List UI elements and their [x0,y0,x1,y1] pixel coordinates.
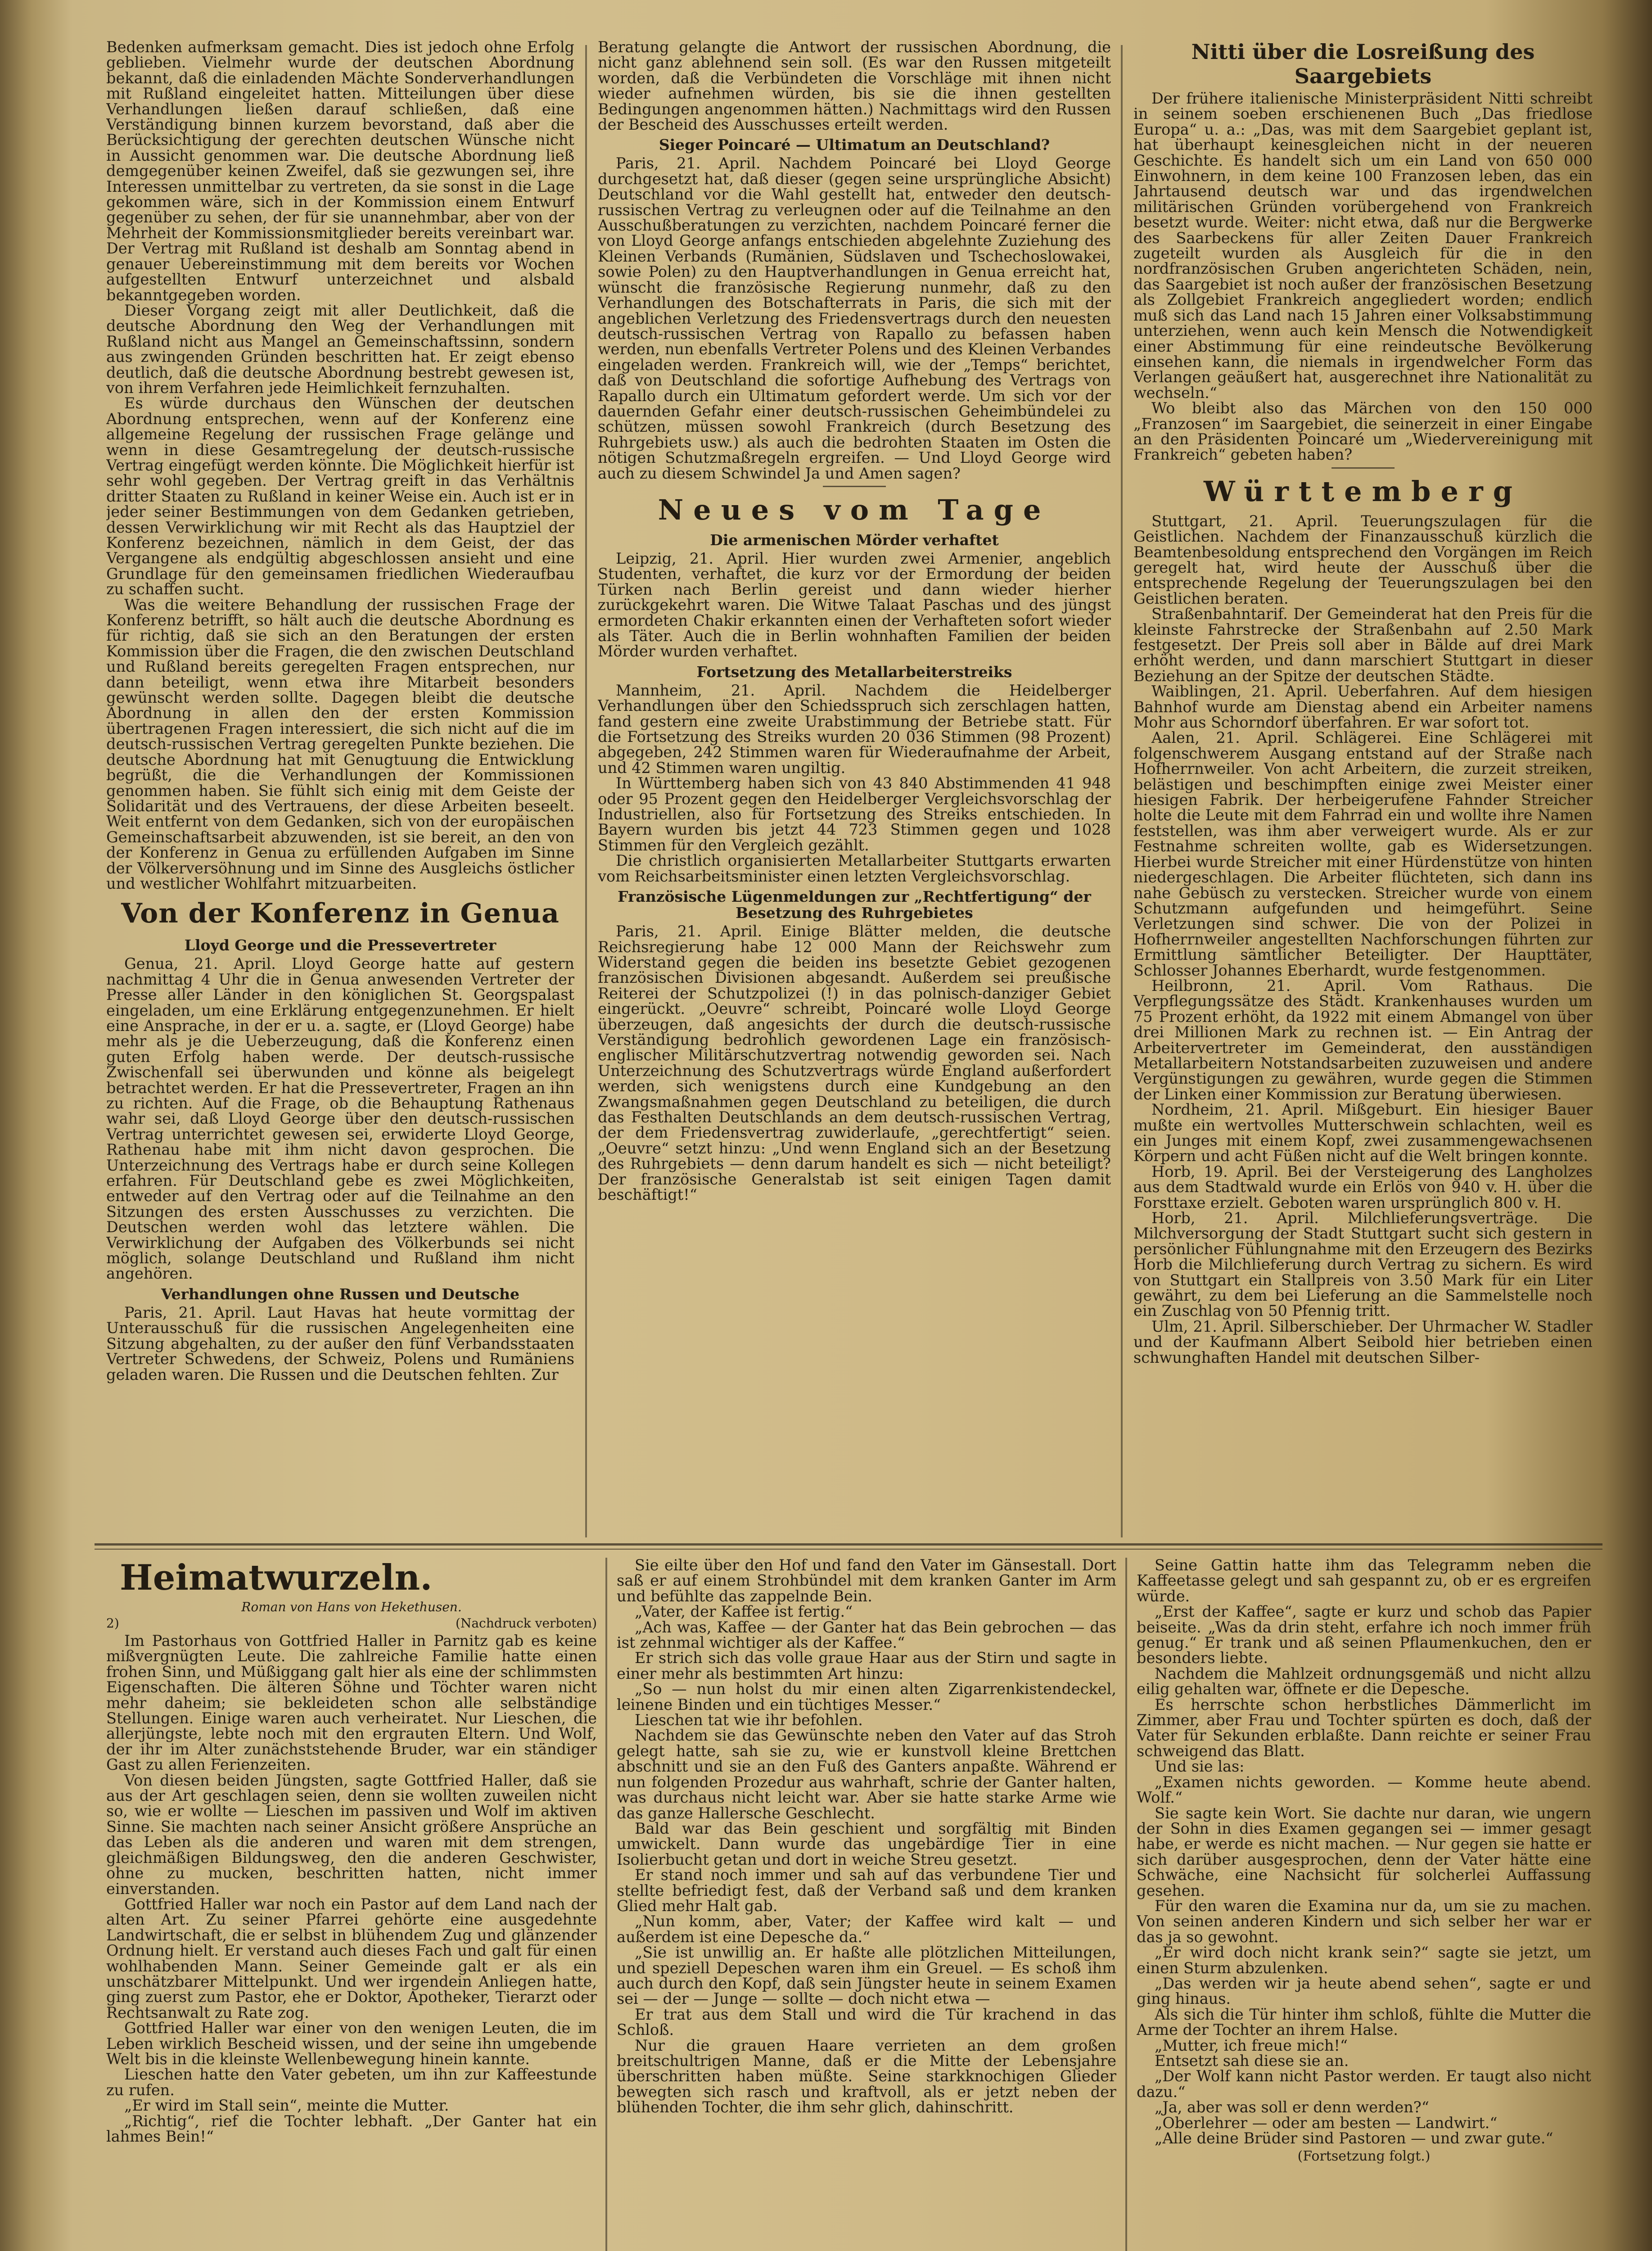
feuilleton-byline: Roman von Hans von Hekethusen. [241,1600,462,1614]
paragraph: Lieschen tat wie ihr befohlen. [635,1711,863,1729]
paragraph: Lieschen hatte den Vater gebeten, um ihn zur Kaffeestunde zu rufen. [106,2066,597,2099]
paragraph: „Alle deine Brüder sind Pastoren — und zwar gute.“ [1155,2129,1553,2147]
paragraph: Es würde durchaus den Wünschen der deutschen Abordnung entsprechen, wenn auf der Konferenz eine allgemeine Regelung der russischen Frage gelänge und wenn in diese Gesamtregelung der deutsch-russische Vertrag eingefügt werden könnte. Die Möglichkeit hierfür ist sehr wohl gegeben. Der Vertrag greift in das Verhältnis dritter Staaten zu Rußland in keiner Weise ein. Auch ist er in jeder seiner Bestimmungen von dem Gedanken getrieben, dessen Verwirklichung wir mit Recht als das Hauptziel der Konferenz bezeichnen, nämlich in dem Geist, der das Vergangene als endgültig abgeschlossen ansieht und eine Grundlage für den gemeinsamen friedlichen Wiederaufbau zu schaffen sucht. [106,394,574,598]
paragraph: Wo bleibt also das Märchen von den 150 000 „Franzosen“ im Saargebiet, die seinerzeit in einer Eingabe an den Präsidenten Poincaré um „Wiedervereinigung mit Frankreich“ gebeten haben? [1133,399,1593,464]
column-divider [1121,45,1123,1537]
column-1 [106,40,574,1537]
col1-lead-paragraphs [106,40,574,891]
paragraph: Er trat aus dem Stall und wird die Tür krachend in das Schloß. [617,2005,1116,2039]
paragraph: Im Pastorhaus von Gottfried Haller in Parnitz gab es keine mißvergnügten Leute. Die zahlreiche Familie hatte einen frohen Sinn, und Müßiggang galt hier als eine der schlimmsten Eigenschaften. Die älteren Söhne und Töchter waren nicht mehr daheim; sie bekleideten schon alle selbständige Stellungen. Einige waren auch verheiratet. Nur Lieschen, die allerjüngste, lebte noch mit den ergrauten Eltern. Und Wolf, der ihr im Alter zunächststehende Bruder, war ein ständiger Gast zu allen Ferienzeiten. [106,1632,597,1774]
paragraph: Sie eilte über den Hof und fand den Vater im Gänsestall. Dort saß er auf einem Strohbündel mit dem kranken Ganter im Arm und befühlte das zappelnde Bein. [617,1558,1116,1605]
paragraph: Die christlich organisierten Metallarbeiter Stuttgarts erwarten vom Reichsarbeitsminister einen letzten Vergleichsvorschlag. [598,852,1111,885]
paragraph: Als sich die Tür hinter ihm schloß, fühlte die Mutter die Arme der Tochter an ihrem Halse. [1137,2005,1591,2039]
paragraph: Für den waren die Examina nur da, um sie zu machen. Von seinen anderen Kindern und sich selber her war er das ja so gewohnt. [1137,1897,1591,1946]
paragraph: Es herrschte schon herbstliches Dämmerlicht im Zimmer, aber Frau und Tochter spürten es doch, daß der Vater für Sekunden erblaßte. Dann reichte er seiner Frau schweigend das Blatt. [1137,1695,1591,1760]
paragraph: Paris, 21. April. Laut Havas hat heute vormittag der Unterausschuß für die russischen Angelegenheiten eine Sitzung abgehalten, zu der außer den fünf Verbandsstaaten Vertreter Schwedens, der Schweiz, Polens und Rumäniens geladen waren. Die Russen und die Deutschen fehlten. Zur [106,1303,574,1383]
paragraph: Aalen, 21. April. Schlägerei. Eine Schlägerei mit folgenschwerem Ausgang entstand auf der Straße nach Hofherrnweiler. Von acht Arbeitern, die zurzeit streiken, belästigen und beschimpften einige zwei Meister einer hiesigen Fabrik. Der herbeigerufene Fahnder Streicher holte die Leute mit dem Fahrrad ein und wollte ihre Namen feststellen, was ihm aber verweigert wurde. Als er zur Festnahme schreiten wollte, gab es Widersetzungen. Hierbei wurde Streicher mit einer Hürdenstütze von hinten niedergeschlagen. Die Arbeiter flüchteten, sich dann ins nahe Gebüsch zu verstecken. Streicher wurde von einem Schutzmann aufgefunden und heimgeführt. Seine Verletzungen sind schwer. Die von der Polizei in Hofherrnweiler angestellten Nachforschungen führten zur Ermittlung sämtlicher Beteiligter. Der Haupttäter, Schlosser Johannes Eberhardt, wurde festgenommen. [1133,729,1593,979]
paragraph: Er strich sich das volle graue Haar aus der Stirn und sagte in einer mehr als bestimmten Art hinzu: [617,1649,1116,1682]
paragraph: Paris, 21. April. Nachdem Poincaré bei Lloyd George durchgesetzt hat, daß dieser (gegen seine ursprüngliche Absicht) Deutschland vor die Wahl gestellt hat, entweder den deutsch-russischen Vertrag zu verleugnen oder auf die Teilnahme an den Ausschußberatungen zu verzichten, nachdem Poincaré ferner die von Lloyd George anfangs entschieden abgelehnte Zuziehung des Kleinen Verbands (Rumänien, Südslaven und Tschechoslowakei, sowie Polen) zu den Hauptverhandlungen in Genua erreicht hat, wünscht die französische Regierung nunmehr, daß zu den Verhandlungen des Botschafterrats in Paris, die sich mit der angeblichen Verletzung des Friedensvertrags durch den neuesten deutsch-russischen Vertrag von Rapallo zu befassen haben werden, nun ebenfalls Vertreter Polens und des Kleinen Verbandes eingeladen werden. Frankreich will, wie der „Temps“ berichtet, daß von Deutschland die sofortige Aufhebung des Vertrags von Rapallo durch ein Ultimatum gefordert werde. Um sich vor der dauernden Gefahr einer deutsch-russischen Geheimbündelei zu schützen, müssen sowohl Frankreich (durch Besetzung des Ruhrgebiets usw.) als auch die bedrohten Staaten im Osten die nötigen Schutzmaßregeln ergreifen. — Und Lloyd George wird auch zu diesem Schwindel Ja und Amen sagen? [598,154,1111,482]
paragraph: „Nun komm, aber, Vater; der Kaffee wird kalt — und außerdem ist eine Depesche da.“ [617,1912,1116,1946]
subheading-verhandlungen: Verhandlungen ohne Russen und Deutsche [161,1285,520,1303]
paragraph: Ulm, 21. April. Silberschieber. Der Uhrmacher W. Stadler und der Kaufmann Albert Seibold hier betrieben einen schwunghaften Handel mit deutschen Silber- [1133,1317,1593,1366]
divider [823,486,886,487]
paragraph: Beratung gelangte die Antwort der russischen Abordnung, die nicht ganz ablehnend sein soll. (Es war den Russen mitgeteilt worden, daß die Verbündeten die Vorschläge mit ihnen nicht wieder aufnehmen würden, bis sie die ihnen gestellten Bedingungen angenommen hätten.) Nachmittags wird den Russen der Bescheid des Ausschusses erteilt werden. [598,40,1111,134]
feuilleton-column-2 [617,1558,1116,2251]
paragraph: Straßenbahntarif. Der Gemeinderat hat den Preis für die kleinste Fahrstrecke der Straßenbahn auf 2.50 Mark festgesetzt. Der Preis soll aber in Bälde auf drei Mark erhöht werden, und dann marschiert Stuttgart in dieser Beziehung an der Spitze der deutschen Städte. [1133,605,1593,685]
subheading-lloyd-george: Lloyd George und die Pressevertreter [184,936,497,954]
paragraph: „Mutter, ich freue mich!“ [1155,2036,1348,2054]
paragraph: Bald war das Bein geschient und sorgfältig mit Binden umwickelt. Dann wurde das ungebärdige Tier in eine Isolierbucht getan und dort in weiche Streu gesetzt. [617,1819,1116,1868]
installment-number: 2) [106,1616,119,1631]
paragraph: Der frühere italienische Ministerpräsident Nitti schreibt in seinem soeben erschienenen Buch „Das friedlose Europa“ u. a.: „Das, was mit dem Saargebiet geplant ist, hat überhaupt keinesgleichen nicht in der neueren Geschichte. Es handelt sich um ein Land von 650 000 Einwohnern, in dem keine 100 Franzosen leben, das ein Jahrtausend deutsch war und das irgendwelchen militärischen Gründen vorübergehend von Frankreich besetzt wurde. Weiter: nicht etwa, daß nur die Bergwerke des Saarbeckens für aller Zeiten Dauer Frankreich zugeteilt wurden als Ausgleich für die in den nordfranzösischen Gruben angerichteten Schäden, nein, das Saargebiet ist noch außer der französischen Besetzung als Zollgebiet Frankreich angegliedert worden; endlich muß sich das Land nach 15 Jahren einer Volksabstimmung unterziehen, wenn auch kein Mensch die Notwendigkeit einer Abstimmung für eine reindeutsche Bevölkerung einsehen kann, die niemals in irgendwelcher Form das Verlangen geäußert hat, ausgerechnet ihre Nationalität zu wechseln.“ [1133,90,1593,402]
column-2 [598,40,1111,1537]
paragraph: „Erst der Kaffee“, sagte er kurz und schob das Papier beiseite. „Was da drin steht, erfahre ich noch immer früh genug.“ Er trank und aß seinen Pflaumenkuchen, den er besonders liebte. [1137,1603,1591,1667]
subheading-metallarbeiterstreik: Fortsetzung des Metallarbeiterstreiks [696,663,1012,681]
divider [1332,467,1395,469]
paragraph: Dieser Vorgang zeigt mit aller Deutlichkeit, daß die deutsche Abordnung den Weg der Verhandlungen mit Rußland nicht aus Mangel an Gemeinschaftssinn, sondern aus zwingenden Gründen beschritten hat. Er zeigt ebenso deutlich, daß die deutsche Abordnung bestrebt gewesen ist, von ihrem Verfahren jede Heimlichkeit fernzuhalten. [106,301,574,397]
paragraph: „Er wird im Stall sein“, meinte die Mutter. [124,2097,449,2115]
paragraph: Paris, 21. April. Einige Blätter melden, die deutsche Reichsregierung habe 12 000 Mann der Reichswehr zum Widerstand gegen die beiden ins besetzte Gebiet gezogenen französischen Divisionen abgesandt. Außerdem sei preußische Reiterei der Schutzpolizei (!) in das polnisch-danziger Gebiet eingerückt. „Oeuvre“ schreibt, Poincaré wolle Lloyd George überzeugen, daß angesichts der durch die deutsch-russische Verständigung bedrohlich gewordenen Lage ein französisch-englischer Militärschutzvertrag notwendig geworden sei. Nach Unterzeichnung des Schutzvertrags würde England außerfordert werden, sich wenigstens durch eine Kundgebung an den Zwangsmaßnahmen gegen Deutschland zu beteiligen, die durch das Festhalten Deutschlands an dem deutsch-russischen Vertrag, der dem Friedensvertrag zuwiderlaufe, „gerechtfertigt“ seien. „Oeuvre“ setzt hinzu: „Und wenn England sich an der Besetzung des Ruhrgebiets — denn darum handelt es sich — nicht beteiligt? Der französische Generalstab ist seit einigen Tagen damit beschäftigt!“ [598,922,1111,1203]
paragraph: Mannheim, 21. April. Nachdem die Heidelberger Verhandlungen über den Schiedsspruch sich zerschlagen hatten, fand gestern eine zweite Urabstimmung der Betriebe statt. Für die Fortsetzung des Streiks wurden 20 036 Stimmen (98 Prozent) abgegeben, 242 Stimmen waren für Wiederaufnahme der Arbeit, und 42 Stimmen waren ungiltig. [598,681,1111,777]
paragraph: „Examen nichts geworden. — Komme heute abend. Wolf.“ [1137,1773,1591,1807]
paragraph: Und sie las: [1155,1758,1245,1776]
heading-neues-vom-tage: Neues vom Tage [658,493,1051,526]
column-divider [1125,1558,1127,2251]
paragraph: Gottfried Haller war einer von den wenigen Leuten, die im Leben wirklich Bescheid wissen, und der seine ihn umgebende Welt bis in die kleinste Wellenbewegung hinein kannte. [106,2019,597,2068]
paragraph: „Ja, aber was soll er denn werden?“ [1155,2098,1429,2116]
paragraph: Nur die grauen Haare verrieten an dem großen breitschultrigen Manne, daß er die Mitte der Lebensjahre überschritten haben müßte. Seine starkknochigen Glieder bewegten sich rasch und kraftvoll, als er jetzt neben der blühenden Tochter, die ihm sehr glich, dahinschritt. [617,2036,1116,2116]
feuilleton-column-1 [106,1558,597,2251]
paragraph: Entsetzt sah diese sie an. [1155,2052,1349,2070]
heading-konferenz-genua: Von der Konferenz in Genua [121,898,560,930]
feuilleton-column-3 [1137,1558,1591,2251]
paragraph: „Sie ist unwillig an. Er haßte alle plötzlichen Mitteilungen, und speziell Depeschen waren ihm ein Greuel. — Es schoß ihm auch durch den Kopf, daß sein Jüngster heute in seinem Examen sei — der — Junge — sollte — doch nicht etwa — [617,1944,1116,2008]
paragraph: Sie sagte kein Wort. Sie dachte nur daran, wie ungern der Sohn in dies Examen gegangen sei — immer gesagt habe, er werde es nicht machen. — Nur gegen sie hatte er sich darüber ausgesprochen, denn der Vater hätte eine Schwäche, eine Nachsicht für solcherlei Auffassung gesehen. [1137,1804,1591,1899]
paragraph: In Württemberg haben sich von 43 840 Abstimmenden 41 948 oder 95 Prozent gegen den Heidelberger Vergleichsvorschlag der Industriellen, also für Fortsetzung des Streiks entschieden. In Bayern wurden bis jetzt 44 723 Stimmen gegen und 1028 Stimmen für den Vergleich gezählt. [598,774,1111,854]
paragraph: Seine Gattin hatte ihm das Telegramm neben die Kaffeetasse gelegt und sah gespannt zu, ob er es ergreifen würde. [1137,1558,1591,1605]
paragraph: „Der Wolf kann nicht Pastor werden. Er taugt also nicht dazu.“ [1137,2067,1591,2101]
paragraph: „Ach was, Kaffee — der Ganter hat das Bein gebrochen — das ist zehnmal wichtiger als der Kaffee.“ [617,1618,1116,1652]
column-divider [605,1558,607,2251]
paragraph: „Vater, der Kaffee ist fertig.“ [635,1603,853,1621]
feuilleton-title: Heimatwurzeln. [120,1558,433,1598]
paragraph: „Oberlehrer — oder am besten — Landwirt.“ [1155,2114,1498,2132]
paragraph: Leipzig, 21. April. Hier wurden zwei Armenier, angeblich Studenten, verhaftet, die kurz vor der Ermordung der beiden Türken nach Berlin gereist und dann wieder hierher zurückgekehrt waren. Die Witwe Talaat Paschas und des jüngst ermordeten Chakir erkannten einen der Verhafteten sofort wieder als Täter. Auch die in Berlin wohnhaften Familien der beiden Mörder wurden verhaftet. [598,549,1111,660]
feuilleton-rule [95,1543,1602,1546]
paragraph: „Er wird doch nicht krank sein?“ sagte sie jetzt, um einen Sturm abzulenken. [1137,1944,1591,1977]
paragraph: Gottfried Haller war noch ein Pastor auf dem Land nach der alten Art. Zu seiner Pfarrei gehörte eine ausgedehnte Landwirtschaft, die er selbst in blühendem Zug und glänzender Ordnung hielt. Er verstand auch dieses Fach und galt für einen wohlhabenden Mann. Seiner Gemeinde galt er als ein unschätzbarer Mittelpunkt. Und wer irgendein Anliegen hatte, ging zuerst zum Pastor, ehe er Doktor, Apotheker, Tierarzt oder Rechtsanwalt zu Rate zog. [106,1895,597,2021]
continued-notice: (Fortsetzung folgt.) [1297,2148,1431,2165]
subheading-poincare: Sieger Poincaré — Ultimatum an Deutschland? [659,136,1050,154]
paragraph: Nordheim, 21. April. Mißgeburt. Ein hiesiger Bauer mußte ein wertvolles Mutterschwein schlachten, weil es ein Junges mit einem Kopf, zwei zusammengewachsenen Körpern und acht Füßen nicht auf die Welt bringen konnte. [1133,1101,1593,1165]
paragraph: „So — nun holst du mir einen alten Zigarrenkistendeckel, leinene Binden und ein tüchtiges Messer.“ [617,1680,1116,1713]
paragraph: Bedenken aufmerksam gemacht. Dies ist jedoch ohne Erfolg geblieben. Vielmehr wurde der deutschen Abordnung bekannt, daß die einladenden Mächte Sonderverhandlungen mit Rußland eingeleitet hatten. Mitteilungen über diese Verhandlungen ließen darauf schließen, daß eine Verständigung binnen kurzem bevorstand, daß aber die Berücksichtigung der gerechten deutschen Wünsche nicht in Aussicht genommen war. Die deutsche Abordnung ließ demgegenüber keinen Zweifel, daß sie gezwungen sei, ihre Interessen unmittelbar zu vertreten, da sie sonst in die Lage gekommen wäre, sich in der Kommission einem Entwurf gegenüber zu sehen, der für sie unannehmbar, aber von der Mehrheit der Kommissionsmitglieder bereits vereinbart war. Der Vertrag mit Rußland ist deshalb am Sonntag abend in genauer Uebereinstimmung mit dem bereits vor Wochen aufgestellten Entwurf unterzeichnet und alsbald bekanntgegeben worden. [106,40,574,304]
reprint-notice: (Nachdruck verboten) [455,1616,597,1631]
paragraph: Nachdem sie das Gewünschte neben den Vater auf das Stroh gelegt hatte, sah sie zu, wie er kunstvoll kleine Brettchen abschnitt und sie an den Fuß des Ganters anpaßte. Während er nun folgenden Prozedur aus wahrhaft, schrie der Ganter halten, was durchaus nicht leicht war. Aber sie hatte starke Arme wie das ganze Hallersche Geschlecht. [617,1727,1116,1822]
column-3 [1133,40,1593,1537]
heading-wuerttemberg: Württemberg [1204,475,1522,508]
paragraph: Was die weitere Behandlung der russischen Frage der Konferenz betrifft, so hält auch die deutsche Abordnung es für richtig, daß sie sich an den Beratungen der ersten Kommission über die Fragen, die den zwischen Deutschland und Rußland bereits geregelten Fragen entsprechen, nur dann beteiligt, wenn etwa ihre Mitarbeit besonders gewünscht werden sollte. Dagegen bleibt die deutsche Abordnung in allen den der ersten Kommission übertragenen Fragen interessiert, die sich nicht auf die im deutsch-russischen Vertrag geregelten Punkte beziehen. Die deutsche Abordnung hat mit Genugtuung die Entwicklung begrüßt, die die Verhandlungen der Kommissionen genommen haben. Sie fühlt sich einig mit dem Geiste der Solidarität und des Vertrauens, der diese Arbeiten beseelt. Weit entfernt von dem Gedanken, sich von der europäischen Gemeinschaftsarbeit abzuwenden, ist sie bereit, an den von der Konferenz in Genua zu erfüllenden Aufgaben im Sinne der Völkerversöhnung und im Sinne des Ausgleichs östlicher und westlicher Wohlfahrt mitzuarbeiten. [106,596,574,892]
paragraph: Stuttgart, 21. April. Teuerungszulagen für die Geistlichen. Nachdem der Finanzausschuß kürzlich die Beamtenbesoldung entsprechend den Vorgängen im Reich geregelt hat, wird heute der Ausschuß über die entsprechende Regelung der Teuerungszulagen bei den Geistlichen beraten. [1133,512,1593,607]
subheading-armenische-moerder: Die armenischen Mörder verhaftet [710,531,999,549]
paragraph: Er stand noch immer und sah auf das verbundene Tier und stellte befriedigt fest, daß der Verband saß und dem kranken Glied mehr Halt gab. [617,1866,1116,1915]
paragraph: Horb, 19. April. Bei der Versteigerung des Langholzes aus dem Stadtwald wurde ein Erlös von 940 v. H. über die Forsttaxe erzielt. Geboten waren ursprünglich 800 v. H. [1133,1162,1593,1211]
paragraph: Nachdem die Mahlzeit ordnungsgemäß und nicht allzu eilig gehalten war, öffnete er die Depesche. [1137,1664,1591,1698]
feuilleton-rule [95,1549,1602,1550]
paragraph: Genua, 21. April. Lloyd George hatte auf gestern nachmittag 4 Uhr die in Genua anwesenden Vertreter der Presse aller Länder in den königlichen St. Georgspalast eingeladen, um eine Erklärung entgegenzunehmen. Er hielt eine Ansprache, in der er u. a. sagte, er (Lloyd George) habe mehr als je die Ueberzeugung, daß die Konferenz einen guten Erfolg haben werde. Der deutsch-russische Zwischenfall sei überwunden und könne als beigelegt betrachtet werden. Er hat die Pressevertreter, Fragen an ihn zu richten. Auf die Frage, ob die Behauptung Rathenaus wahr sei, daß Lloyd George über den deutsch-russischen Vertrag unterrichtet gewesen sei, erwiderte Lloyd George, Rathenau habe mit ihm nicht davon gesprochen. Die Unterzeichnung des Vertrags habe er durch seine Kollegen erfahren. Für Deutschland gebe es zwei Möglichkeiten, entweder auf den Vertrag oder auf die Teilnahme an den Sitzungen des ersten Ausschusses zu verzichten. Die Deutschen werden wohl das letztere wählen. Die Verwirklichung der Aufgaben des Völkerbunds sei nicht möglich, solange Deutschland und Rußland ihm nicht angehören. [106,955,574,1283]
subheading-luegenmeldungen: Französische Lügenmeldungen zur „Rechtfertigung“ der Besetzung des Ruhrgebietes [618,888,1091,922]
column-divider [585,45,587,1537]
heading-nitti-saargebiet: Nitti über die Losreißung des Saargebiets [1191,40,1535,88]
paragraph: Horb, 21. April. Milchlieferungsverträge. Die Milchversorgung der Stadt Stuttgart sucht sich gestern in persönlicher Fühlungnahme mit den Erzeugern des Bezirks Horb die Milchlieferung durch Vertrag zu sichern. Es wird von Stuttgart ein Stallpreis von 3.50 Mark für ein Liter gewährt, zu dem bei Lieferung an die Sammelstelle noch ein Zuschlag von 50 Pfennig tritt. [1133,1209,1593,1320]
paragraph: „Richtig“, rief die Tochter lebhaft. „Der Ganter hat ein lahmes Bein!“ [106,2112,597,2145]
paragraph: Von diesen beiden Jüngsten, sagte Gottfried Haller, daß sie aus der Art geschlagen seien, denn sie wollten zuweilen nicht so, wie er wollte — Lieschen im passiven und Wolf im aktiven Sinne. Sie machten nach seiner Ansicht größere Ansprüche an das Leben als die anderen und waren mit dem strengen, gleichmäßigen Bildungsweg, den die anderen Geschwister, ohne zu mucken, beschritten hatten, nicht immer einverstanden. [106,1771,597,1898]
paragraph: „Das werden wir ja heute abend sehen“, sagte er und ging hinaus. [1137,1974,1591,2008]
paragraph: Waiblingen, 21. April. Ueberfahren. Auf dem hiesigen Bahnhof wurde am Dienstag abend ein Arbeiter namens Mohr aus Schorndorf überfahren. Er war sofort tot. [1133,683,1593,732]
paragraph: Heilbronn, 21. April. Vom Rathaus. Die Verpflegungssätze des Städt. Krankenhauses wurden um 75 Prozent erhöht, da 1922 mit einem Abmangel von über drei Millionen Mark zu rechnen ist. — Ein Antrag der Arbeitervertreter im Gemeinderat, den ausständigen Metallarbeitern Notstandsarbeiten zuzuweisen und andere Vergünstigungen zu gewähren, wurde gegen die Stimmen der Linken einer Kommission zur Beratung überwiesen. [1133,976,1593,1103]
